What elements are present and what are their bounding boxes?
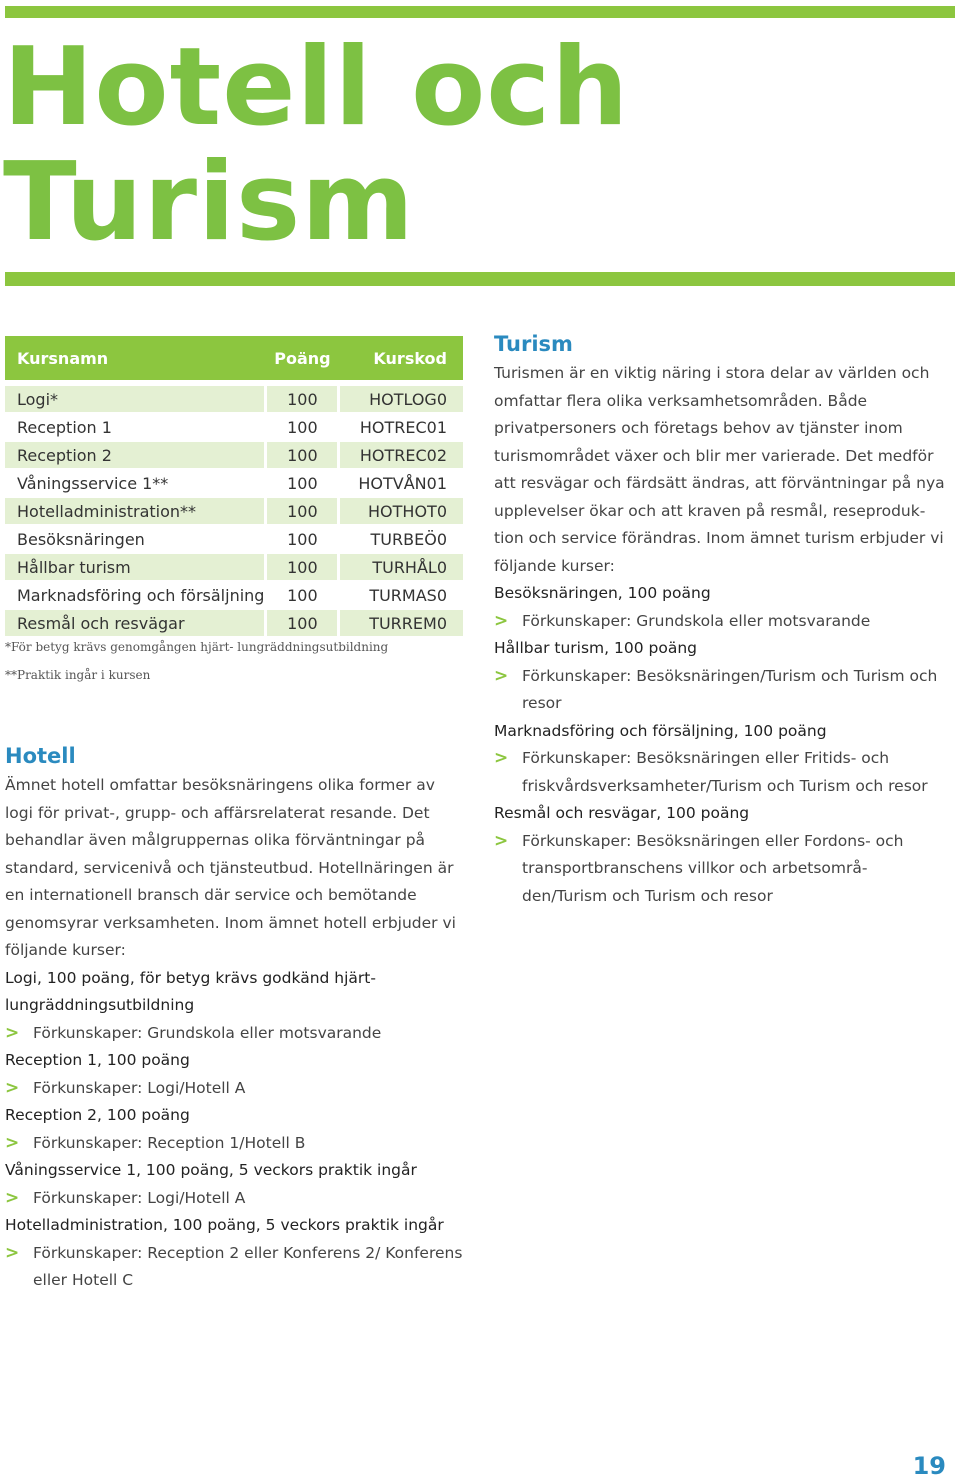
turism-intro: Turismen är en viktig näring i stora delar av världen och omfattar flera olika verksamhetsområden. Både privatpersoners och företags behov av tjänster inom turismområdet växer och blir mer varierade. Det medför att resvägar och färdsätt ändras, att förväntningar på nya upplevelser ökar och att kraven på resmål, reseproduk-tion och service förändras. Inom ämnet turism erbjuder vi följande kurser:: [494, 364, 945, 575]
course-code-cell: TURHÅL0: [339, 553, 463, 581]
course-points-cell: 100: [266, 553, 339, 581]
prerequisite-text: Förkunskaper: Besöksnäringen eller Fordons- och transportbranschens villkor och arbetsområ-den/Turism och Turism och resor: [522, 831, 904, 905]
course-title: Våningsservice 1, 100 poäng, 5 veckors praktik ingår: [5, 1161, 417, 1179]
title-line-2: Turism: [3, 140, 415, 265]
page-title: [3, 25, 630, 265]
prerequisite-text: Förkunskaper: Reception 2 eller Konferens 2/ Konferens eller Hotell C: [33, 1243, 463, 1289]
course-code-cell: TURREM0: [339, 609, 463, 637]
course-title: Logi, 100 poäng, för betyg krävs godkänd hjärt-lungräddningsutbildning: [5, 968, 376, 1014]
course-name-cell: Resmål och resvägar: [5, 609, 266, 637]
course-title: Reception 2, 100 poäng: [5, 1106, 190, 1124]
arrow-icon: >: [5, 1022, 20, 1043]
course-prerequisite: [494, 745, 952, 800]
course-code-cell: HOTVÅN01: [339, 469, 463, 497]
arrow-icon: >: [5, 1242, 20, 1263]
table-header-row: [5, 336, 463, 380]
page-number: 19: [912, 1452, 946, 1480]
course-table-body: [5, 380, 463, 637]
course-prerequisite: [494, 608, 952, 636]
course-name-cell: Besöksnäringen: [5, 525, 266, 553]
course-title: Marknadsföring och försäljning, 100 poäng: [494, 721, 827, 740]
arrow-icon: >: [5, 1132, 20, 1153]
course-name-cell: Logi*: [5, 386, 266, 413]
course-points-cell: 100: [266, 497, 339, 525]
course-points-cell: 100: [266, 413, 339, 441]
arrow-icon: >: [5, 1077, 20, 1098]
course-prerequisite: [5, 1075, 463, 1103]
table-row: [5, 581, 463, 609]
course-name-cell: Hållbar turism: [5, 553, 266, 581]
footnote-cpr: *För betyg krävs genomgången hjärt- lungräddningsutbildning: [5, 640, 389, 654]
hotell-course-list: [5, 965, 463, 1295]
course-name-cell: Hotelladministration**: [5, 497, 266, 525]
prerequisite-text: Förkunskaper: Besöksnäringen/Turism och Turism och resor: [522, 666, 938, 712]
prerequisite-text: Förkunskaper: Grundskola eller motsvarande: [33, 1023, 382, 1042]
table-row: [5, 497, 463, 525]
course-code-cell: TURBEÖ0: [339, 525, 463, 553]
prerequisite-text: Förkunskaper: Besöksnäringen eller Fritids- och friskvårdsverksamheter/Turism och Turism och resor: [522, 749, 928, 795]
prerequisite-text: Förkunskaper: Grundskola eller motsvarande: [522, 611, 871, 630]
hotell-section: [5, 740, 463, 1295]
arrow-icon: >: [5, 1187, 20, 1208]
top-rule: [5, 6, 955, 18]
footnote-internship: **Praktik ingår i kursen: [5, 668, 151, 682]
header-course-name: Kursnamn: [5, 336, 266, 380]
title-line-1: Hotell och: [3, 25, 630, 150]
header-course-code: Kurskod: [339, 336, 463, 380]
hotell-heading: Hotell: [5, 744, 76, 768]
course-code-cell: HOTLOG0: [339, 386, 463, 413]
turism-course-list: [494, 580, 952, 910]
course-table: [5, 336, 463, 638]
course-title: Resmål och resvägar, 100 poäng: [494, 804, 750, 822]
course-points-cell: 100: [266, 386, 339, 413]
course-title: Reception 1, 100 poäng: [5, 1051, 190, 1069]
table-row: [5, 525, 463, 553]
course-points-cell: 100: [266, 525, 339, 553]
course-points-cell: 100: [266, 469, 339, 497]
table-row: [5, 386, 463, 413]
table-row: [5, 441, 463, 469]
course-prerequisite: [5, 1240, 463, 1295]
turism-section: [494, 328, 952, 910]
hotell-intro: Ämnet hotell omfattar besöksnäringens olika former av logi för privat-, grupp- och affärsrelaterat resande. Det behandlar även målgruppernas olika förväntningar på standard, servicenivå och tjänsteutbud. Hotellnäringen är en internationell bransch där service och bemötande genomsyrar verksamheten. Inom ämnet hotell erbjuder vi följande kurser:: [5, 776, 456, 959]
course-prerequisite: [494, 663, 952, 718]
arrow-icon: >: [494, 665, 509, 686]
course-code-cell: HOTREC02: [339, 441, 463, 469]
prerequisite-text: Förkunskaper: Logi/Hotell A: [33, 1188, 246, 1207]
header-points: Poäng: [266, 336, 339, 380]
arrow-icon: >: [494, 610, 509, 631]
turism-heading: Turism: [494, 332, 573, 356]
course-prerequisite: [5, 1020, 463, 1048]
course-points-cell: 100: [266, 609, 339, 637]
course-points-cell: 100: [266, 581, 339, 609]
title-underline-rule: [5, 272, 955, 286]
course-title: Besöksnäringen, 100 poäng: [494, 584, 711, 602]
course-name-cell: Våningsservice 1**: [5, 469, 266, 497]
course-code-cell: TURMAS0: [339, 581, 463, 609]
course-name-cell: Marknadsföring och försäljning: [5, 581, 266, 609]
prerequisite-text: Förkunskaper: Reception 1/Hotell B: [33, 1133, 306, 1152]
table-row: [5, 469, 463, 497]
arrow-icon: >: [494, 830, 509, 851]
course-name-cell: Reception 1: [5, 413, 266, 441]
course-prerequisite: [5, 1185, 463, 1213]
table-row: [5, 553, 463, 581]
course-prerequisite: [5, 1130, 463, 1158]
prerequisite-text: Förkunskaper: Logi/Hotell A: [33, 1078, 246, 1097]
course-points-cell: 100: [266, 441, 339, 469]
table-row: [5, 413, 463, 441]
table-row: [5, 609, 463, 637]
course-name-cell: Reception 2: [5, 441, 266, 469]
course-code-cell: HOTREC01: [339, 413, 463, 441]
course-title: Hotelladministration, 100 poäng, 5 veckors praktik ingår: [5, 1216, 444, 1234]
arrow-icon: >: [494, 748, 509, 768]
course-prerequisite: [494, 828, 952, 911]
course-code-cell: HOTHOT0: [339, 497, 463, 525]
course-title: Hållbar turism, 100 poäng: [494, 639, 698, 657]
